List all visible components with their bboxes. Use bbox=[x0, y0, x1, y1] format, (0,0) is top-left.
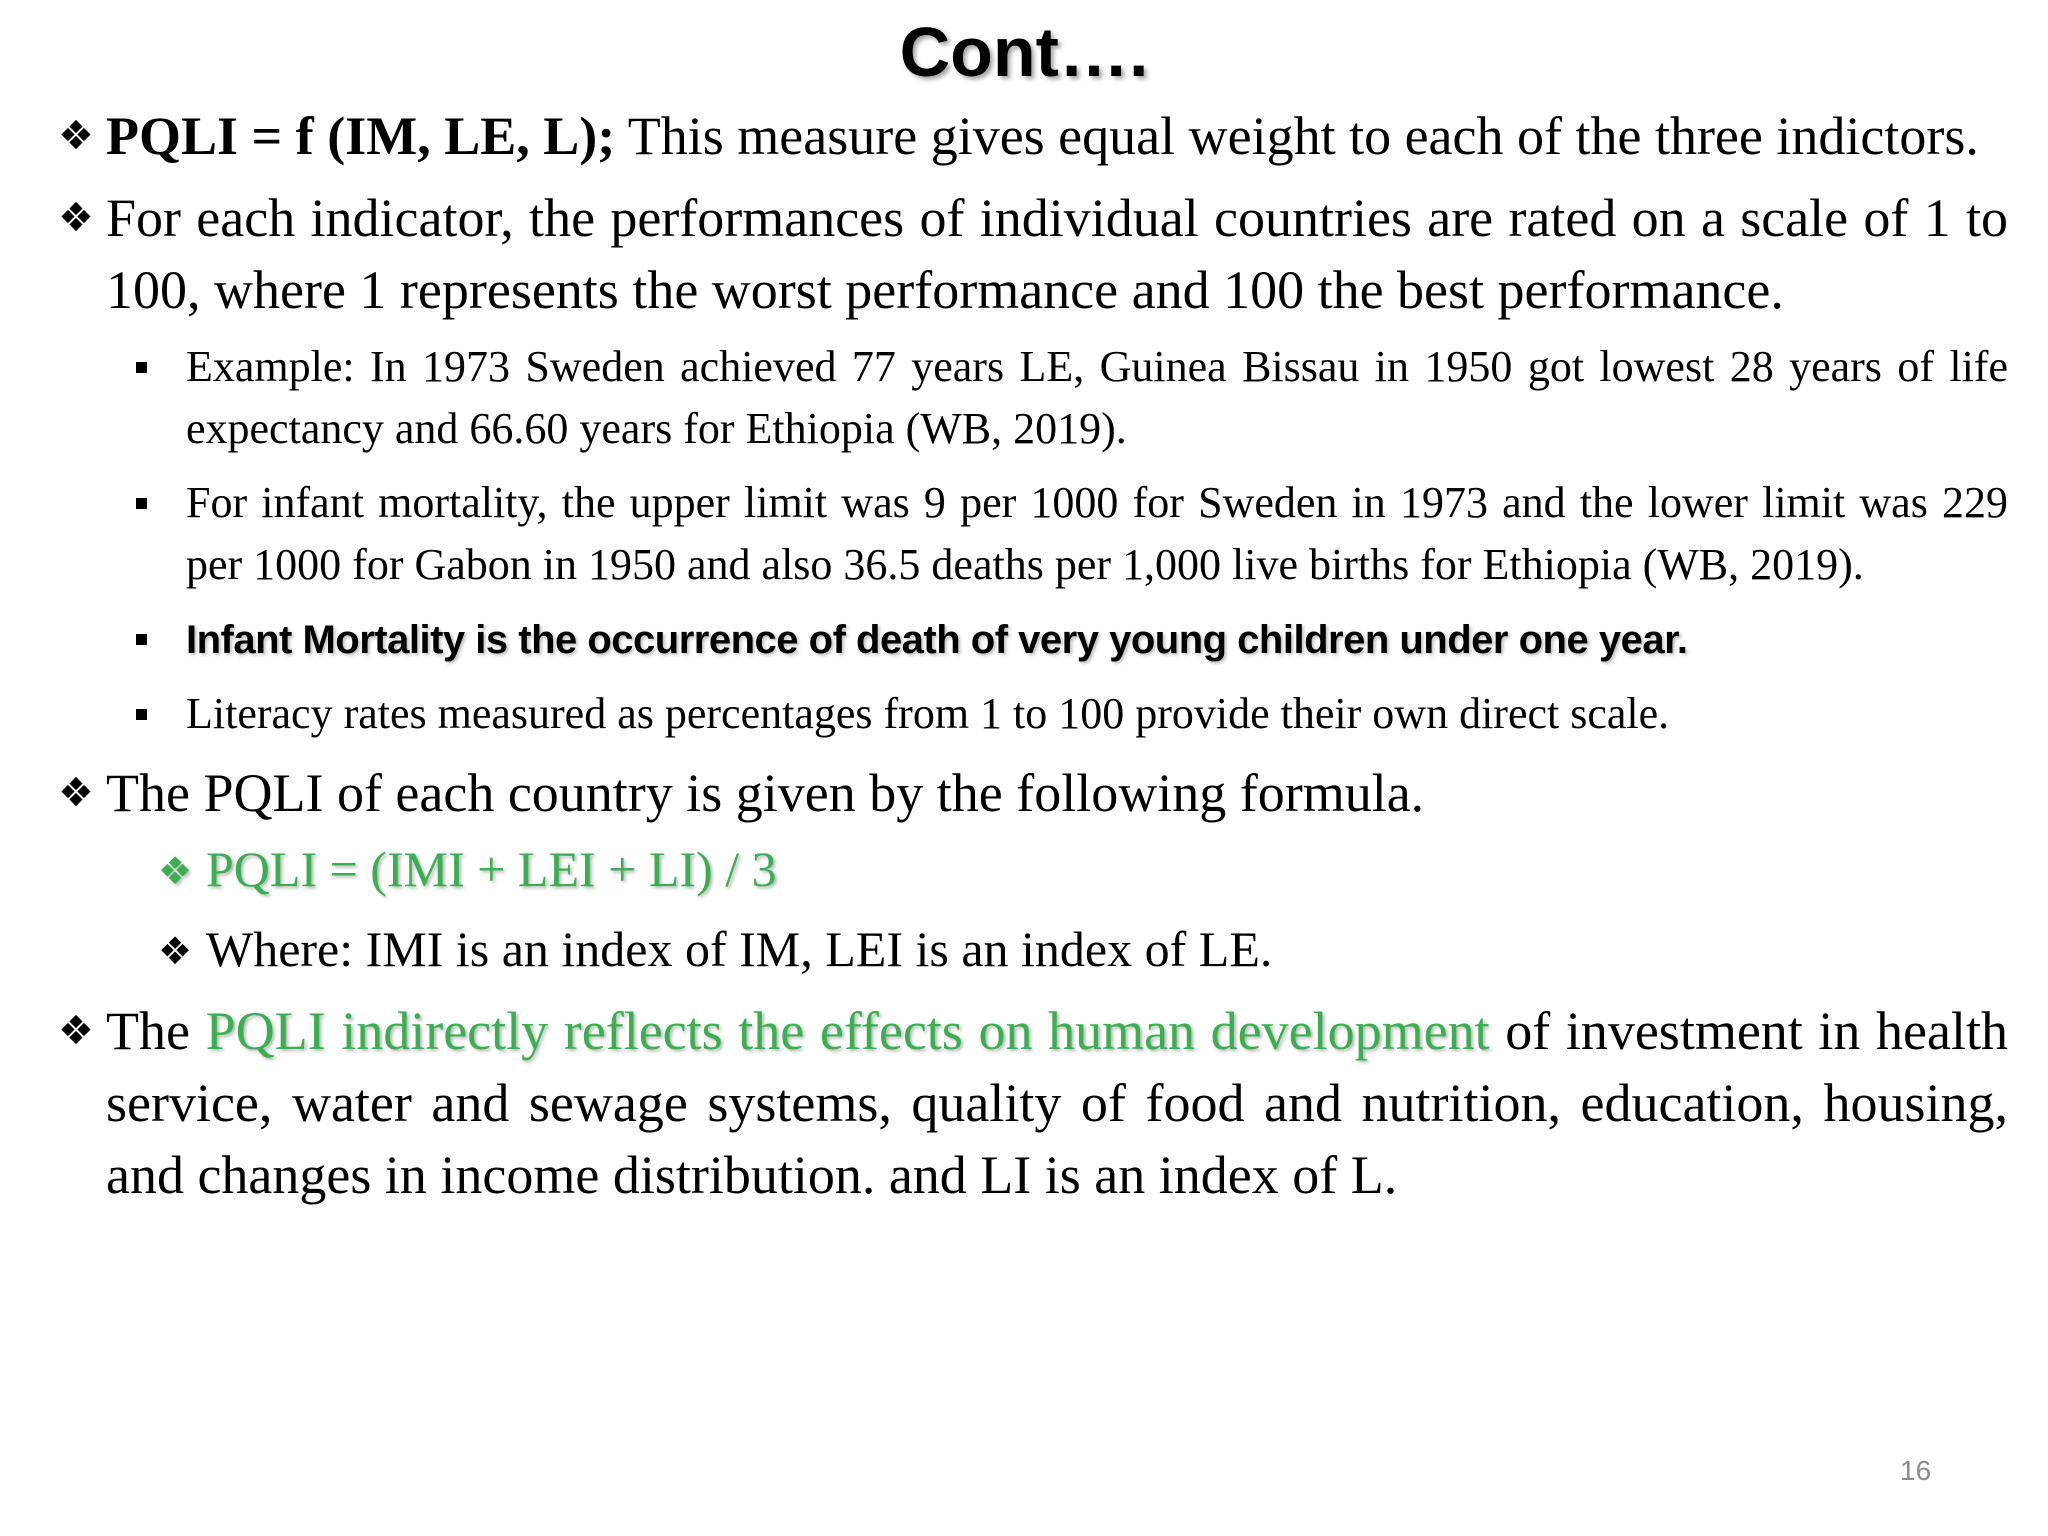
pqli-formula-text: PQLI = (IMI + LEI + LI) / 3 bbox=[206, 841, 777, 897]
diamond-bullet-icon: ❖ bbox=[158, 849, 193, 893]
sub-bullet-infant-mortality bbox=[186, 472, 2008, 596]
bullet-indicator-scale bbox=[58, 182, 2008, 326]
sub-bullet-literacy bbox=[186, 683, 2008, 745]
sub-bullet-text: Infant Mortality is the occurrence of death of very young children under one year. bbox=[186, 618, 1688, 662]
slide-content bbox=[58, 100, 2008, 1221]
reflects-post-text: of investment in health service, water and sewage systems, quality of food and nutrition, education, housing, and changes in income distribution. and LI is an index of L. bbox=[106, 1001, 2009, 1205]
reflects-highlight-text: PQLI indirectly reflects the effects on human development bbox=[205, 1001, 1490, 1061]
pqli-definition-text: This measure gives equal weight to each of the three indictors. bbox=[615, 106, 1979, 166]
square-bullet-icon bbox=[136, 634, 147, 645]
pqli-function-label: PQLI = f (IM, LE, L); bbox=[106, 106, 616, 166]
square-bullet-icon bbox=[136, 709, 147, 720]
diamond-bullet-icon: ❖ bbox=[58, 1008, 94, 1054]
bullet-pqli-definition bbox=[58, 100, 2008, 172]
diamond-bullet-icon: ❖ bbox=[58, 770, 94, 816]
formula-intro-text: The PQLI of each country is given by the following formula. bbox=[106, 763, 1425, 823]
bullet-formula-intro bbox=[58, 757, 2008, 829]
diamond-bullet-icon: ❖ bbox=[58, 195, 94, 241]
sub-bullet-text: Literacy rates measured as percentages from 1 to 100 provide their own direct scale. bbox=[186, 689, 1670, 738]
pqli-formula bbox=[158, 829, 2008, 909]
page-number: 16 bbox=[1900, 1455, 1932, 1486]
diamond-bullet-icon: ❖ bbox=[58, 113, 94, 159]
reflects-pre-text: The bbox=[106, 1001, 206, 1061]
sub-bullet-text: For infant mortality, the upper limit was 9 per 1000 for Sweden in 1973 and the lower limit was 229 per 1000 for Gabon in 1950 and also 36.5 deaths per 1,000 live births for Ethiopia (WB, 2019). bbox=[186, 478, 2008, 589]
formula-where bbox=[158, 909, 2008, 989]
diamond-bullet-icon: ❖ bbox=[158, 929, 193, 973]
square-bullet-icon bbox=[136, 362, 147, 373]
bullet-pqli-reflects bbox=[58, 995, 2008, 1211]
sub-bullet-life-expectancy bbox=[186, 336, 2008, 460]
indicator-scale-text: For each indicator, the performances of individual countries are rated on a scale of 1 to 100, where 1 represents the worst performance and 100 the best performance. bbox=[106, 188, 2008, 320]
sub-bullet-text: Example: In 1973 Sweden achieved 77 years LE, Guinea Bissau in 1950 got lowest 28 years of life expectancy and 66.60 years for Ethiopia (WB, 2019). bbox=[186, 342, 2008, 453]
formula-where-text: Where: IMI is an index of IM, LEI is an index of LE. bbox=[206, 921, 1273, 977]
slide-title: Cont…. bbox=[899, 13, 1149, 91]
sub-bullet-infant-mortality-definition bbox=[186, 608, 2008, 671]
square-bullet-icon bbox=[136, 498, 147, 509]
